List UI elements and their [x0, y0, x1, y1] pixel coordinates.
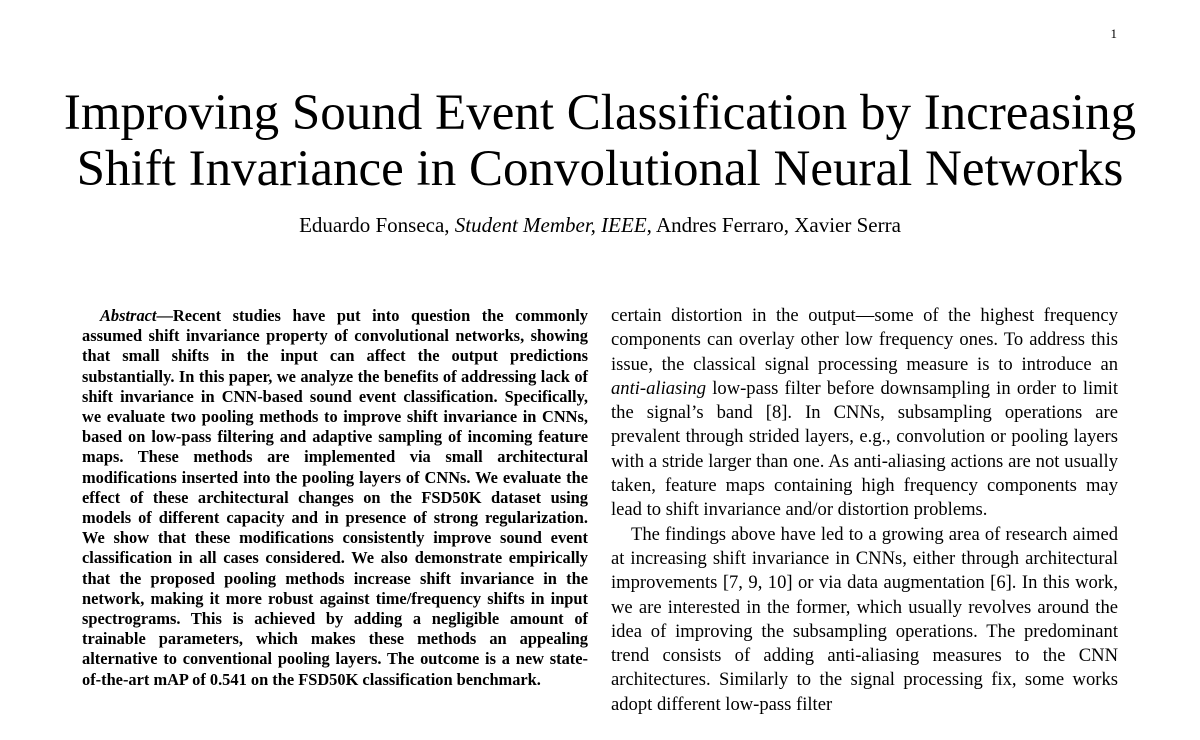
title-line-1: Improving Sound Event Classification by Increasing — [63, 85, 1137, 141]
body-paragraph-2: The findings above have led to a growing area of research aimed at increasing shift invariance in CNNs, either through architectural improvements [7, 9, 10] or via data augmentation [6]. In this work, we are interested in the former, which usually revolves around the idea of improving the subsampling operations. The predominant trend consists of adding anti-aliasing measures to the CNN architectures. Similarly to the signal processing fix, some works adopt different low-pass filter — [611, 523, 1118, 715]
page-number: 1 — [1110, 26, 1117, 41]
first-author: Eduardo Fonseca, — [299, 213, 450, 237]
body-paragraph-1-start: certain distortion in the output—some of the highest frequency components can overlay other low frequency ones. To address this issue, the classical signal processing measure is to introduce an — [611, 305, 1118, 375]
paper-title — [0, 85, 1200, 197]
author-list — [0, 212, 1200, 238]
abstract-text: Recent studies have put into question the commonly assumed shift invariance property of convolutional networks, showing that small shifts in the input can affect the output predictions substantially. In this paper, we analyze the benefits of addressing lack of shift invariance in CNN-based sound event classification. Specifically, we evaluate two pooling methods to improve shift invariance in CNNs, based on low-pass filtering and adaptive sampling of incoming feature maps. These methods are implemented via small architectural modifications inserted into the pooling layers of CNNs. We evaluate the effect of these architectural changes on the FSD50K dataset using models of different capacity and in presence of strong regularization. We show that these modifications consistently improve sound event classification in all cases considered. We also demonstrate empirically that the proposed pooling methods increase shift invariance in the network, making it more robust against time/frequency shifts in input spectrograms. This is achieved by adding a negligible amount of trainable parameters, which makes these methods an appealing alternative to conventional pooling layers. The outcome is a new state-of-the-art mAP of 0.541 on the FSD50K classification benchmark. — [82, 306, 588, 689]
abstract-label: Abstract — [100, 306, 157, 325]
author-membership: Student Member, IEEE — [454, 213, 647, 237]
abstract-dash: — — [156, 306, 173, 325]
body-paragraph-1 — [611, 304, 1118, 523]
other-authors: , Andres Ferraro, Xavier Serra — [646, 213, 901, 237]
body-column-right — [611, 304, 1118, 717]
body-paragraph-1-end: low-pass filter before downsampling in order to limit the signal’s band [8]. In CNNs, subsampling operations are prevalent through strided layers, e.g., convolution or pooling layers with a stride larger than one. As anti-aliasing actions are not usually taken, feature maps containing high frequency components may lead to shift invariance and/or distortion problems. — [611, 377, 1118, 521]
title-line-2: Shift Invariance in Convolutional Neural Networks — [76, 141, 1124, 197]
anti-aliasing-term: anti-aliasing — [611, 377, 707, 399]
abstract — [82, 306, 588, 690]
